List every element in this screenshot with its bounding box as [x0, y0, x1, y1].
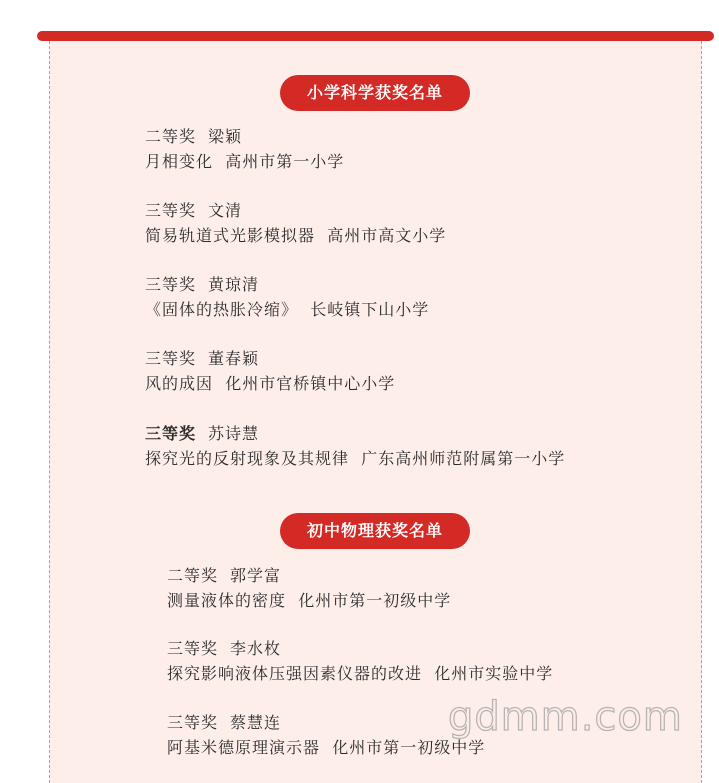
site-watermark: gdmm.com	[448, 694, 683, 740]
project-title: 探究影响液体压强因素仪器的改进	[167, 664, 423, 683]
project-title: 探究光的反射现象及其规律	[145, 449, 350, 468]
school-name: 高州市第一小学	[225, 152, 345, 171]
award-level: 二等奖	[167, 566, 219, 585]
winner-name: 蔡慧连	[230, 713, 282, 732]
project-title: 风的成因	[145, 374, 214, 393]
winner-name: 文清	[208, 201, 243, 220]
list-item	[167, 636, 553, 686]
list-item	[167, 563, 451, 613]
school-name: 化州市官桥镇中心小学	[225, 374, 396, 393]
winner-name: 董春颖	[208, 349, 260, 368]
award-level: 三等奖	[145, 349, 197, 368]
award-level: 三等奖	[167, 713, 219, 732]
project-title: 《固体的热胀冷缩》	[145, 300, 299, 319]
award-level: 三等奖	[145, 424, 197, 443]
school-name: 高州市高文小学	[327, 226, 447, 245]
list-item	[145, 421, 565, 471]
top-accent-bar	[37, 31, 714, 41]
winner-name: 梁颖	[208, 127, 243, 146]
school-name: 化州市实验中学	[434, 664, 554, 683]
school-name: 长岐镇下山小学	[310, 300, 430, 319]
school-name: 广东高州师范附属第一小学	[361, 449, 566, 468]
section-title-primary-science: 小学科学获奖名单	[280, 75, 470, 111]
award-level: 三等奖	[145, 275, 197, 294]
award-level: 二等奖	[145, 127, 197, 146]
winner-name: 苏诗慧	[208, 424, 260, 443]
project-title: 阿基米德原理演示器	[167, 738, 321, 757]
project-title: 简易轨道式光影模拟器	[145, 226, 316, 245]
project-title: 月相变化	[145, 152, 214, 171]
award-level: 三等奖	[167, 639, 219, 658]
winner-name: 黄琼清	[208, 275, 260, 294]
list-item	[145, 124, 344, 174]
project-title: 测量液体的密度	[167, 591, 287, 610]
school-name: 化州市第一初级中学	[332, 738, 486, 757]
section-title-junior-physics: 初中物理获奖名单	[280, 513, 470, 549]
list-item	[145, 346, 395, 396]
winner-name: 郭学富	[230, 566, 282, 585]
list-item	[167, 710, 485, 760]
school-name: 化州市第一初级中学	[298, 591, 452, 610]
list-item	[145, 272, 429, 322]
winner-name: 李水枚	[230, 639, 282, 658]
list-item	[145, 198, 446, 248]
award-level: 三等奖	[145, 201, 197, 220]
